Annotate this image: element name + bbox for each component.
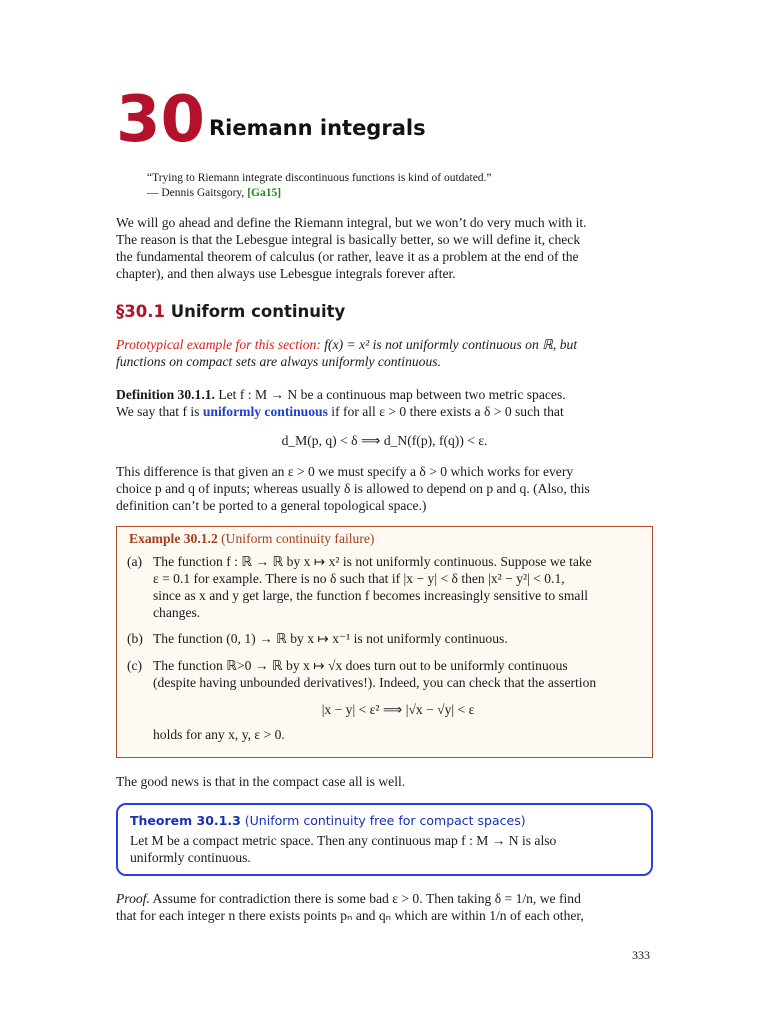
item-line: The function (0, 1) → ℝ by x ↦ x⁻¹ is not uniformly continuous. <box>153 631 508 646</box>
proof-label: Proof. <box>116 891 150 906</box>
theorem-subtitle: (Uniform continuity free for compact spaces) <box>240 813 526 828</box>
item-line: ε = 0.1 for example. There is no δ such that if |x − y| < δ then |x² − y²| < 0.1, <box>153 571 565 586</box>
definition-text: Let f : M → N be a continuous map between two metric spaces. <box>214 387 566 402</box>
definition <box>116 386 653 420</box>
example-item-a <box>127 553 643 621</box>
chapter-number: 30 <box>116 83 206 157</box>
citation-link[interactable]: [Ga15] <box>247 187 282 199</box>
theorem-line: Let M be a compact metric space. Then any continuous map f : M → N is also <box>130 833 557 848</box>
prototypical-label: Prototypical example for this section: <box>116 337 321 352</box>
epigraph-quote: “Trying to Riemann integrate discontinuous functions is kind of outdated.” <box>147 172 492 184</box>
section-number: §30.1 <box>116 302 165 321</box>
page-number: 333 <box>632 948 650 962</box>
example-box <box>116 526 653 758</box>
prototypical-example <box>116 336 653 370</box>
definition-keyword: uniformly continuous <box>202 404 328 419</box>
epigraph-author: — Dennis Gaitsgory, <box>147 187 248 199</box>
example-item-c <box>127 657 643 743</box>
theorem-body <box>130 832 640 866</box>
prototypical-text: f(x) = x² is not uniformly continuous on ℝ, but <box>320 337 578 352</box>
epigraph-attribution <box>147 186 492 201</box>
theorem-label: Theorem 30.1.3 <box>130 813 241 828</box>
good-news-text: The good news is that in the compact case all is well. <box>116 774 406 789</box>
section-title: Uniform continuity <box>170 302 346 321</box>
intro-line: The reason is that the Lebesgue integral is basically better, so we will define it, check <box>116 232 581 247</box>
intro-paragraph <box>116 214 653 282</box>
intro-line: the fundamental theorem of calculus (or rather, leave it as a problem at the end of the <box>116 249 579 264</box>
item-line: holds for any x, y, ε > 0. <box>153 727 285 742</box>
intro-line: chapter), and then always use Lebesgue integrals forever after. <box>116 266 456 281</box>
section-heading <box>116 302 345 321</box>
item-line: changes. <box>153 605 201 620</box>
definition-display-equation: d_M(p, q) < δ ⟹ d_N(f(p), f(q)) < ε. <box>281 433 488 448</box>
theorem-heading <box>130 813 526 828</box>
item-line: since as x and y get large, the function f becomes increasingly sensitive to small <box>153 588 589 603</box>
difference-line: definition can’t be ported to a general topological space.) <box>116 498 427 513</box>
item-display-equation: |x − y| < ε² ⟹ |√x − √y| < ε <box>321 702 475 717</box>
item-label: (a) <box>127 554 143 569</box>
item-line: The function ℝ>0 → ℝ by x ↦ √x does turn out to be uniformly continuous <box>153 658 568 673</box>
item-line: (despite having unbounded derivatives!). Indeed, you can check that the assertion <box>153 675 597 690</box>
item-line: The function f : ℝ → ℝ by x ↦ x² is not uniformly continuous. Suppose we take <box>153 554 592 569</box>
difference-line: choice p and q of inputs; whereas usually δ is allowed to depend on p and q. (Also, this <box>116 481 590 496</box>
proof-text: that for each integer n there exists points pₙ and qₙ which are within 1/n of each other, <box>116 908 584 923</box>
good-news-paragraph <box>116 773 653 790</box>
definition-heading: Definition 30.1.1. <box>116 387 215 402</box>
example-heading <box>129 531 374 547</box>
item-label: (b) <box>127 631 143 646</box>
difference-paragraph <box>116 463 653 514</box>
epigraph <box>147 171 492 201</box>
theorem-box <box>116 803 653 876</box>
definition-text: if for all ε > 0 there exists a δ > 0 such that <box>327 404 564 419</box>
example-label: Example 30.1.2 <box>129 531 218 546</box>
item-label: (c) <box>127 658 143 673</box>
proof-paragraph <box>116 890 653 924</box>
difference-line: This difference is that given an ε > 0 we must specify a δ > 0 which works for every <box>116 464 574 479</box>
example-item-b <box>127 630 643 647</box>
example-subtitle: (Uniform continuity failure) <box>217 531 375 546</box>
proof-text: Assume for contradiction there is some bad ε > 0. Then taking δ = 1/n, we find <box>149 891 581 906</box>
intro-line: We will go ahead and define the Riemann integral, but we won’t do very much with it. <box>116 215 587 230</box>
prototypical-text: functions on compact sets are always uniformly continuous. <box>116 354 441 369</box>
definition-text: We say that f is <box>116 404 203 419</box>
theorem-line: uniformly continuous. <box>130 850 251 865</box>
chapter-title: Riemann integrals <box>209 116 426 140</box>
